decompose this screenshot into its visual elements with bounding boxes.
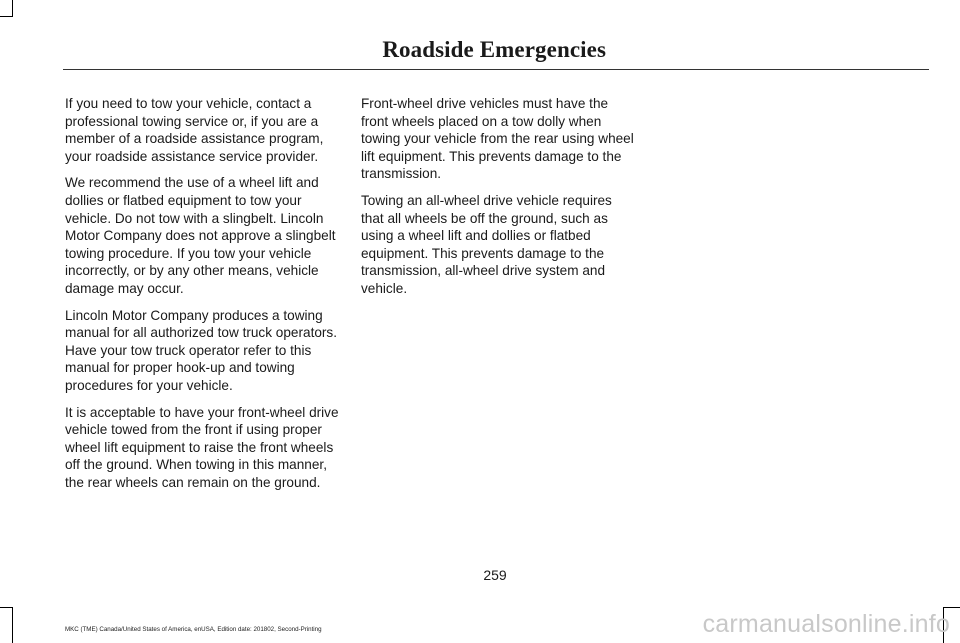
crop-mark-top-left-vertical bbox=[12, 0, 13, 16]
paragraph: It is acceptable to have your front-wheel drive vehicle towed from the front if using proper wheel lift equipment to raise the front wheels off the ground. When towing in this manner, the rear wheels can remain on the ground. bbox=[65, 404, 339, 490]
title-divider bbox=[63, 69, 929, 70]
page-title: Roadside Emergencies bbox=[382, 37, 606, 62]
crop-mark-top-left-horizontal bbox=[0, 16, 13, 17]
edition-footer: MKC (TME) Canada/United States of America, enUSA, Edition date: 201802, Second-Printing bbox=[65, 626, 322, 633]
paragraph: We recommend the use of a wheel lift and dollies or flatbed equipment to tow your vehicle. Do not tow with a slingbelt. Lincoln Motor Company does not approve a slingbelt towing procedure. If you tow your vehicle incorrectly, or by any other means, vehicle damage may occur. bbox=[65, 175, 336, 296]
right-text-column bbox=[361, 95, 637, 307]
left-text-column bbox=[65, 95, 341, 500]
crop-mark-bottom-left-vertical bbox=[12, 607, 13, 643]
paragraph: Lincoln Motor Company produces a towing manual for all authorized tow truck operators. Have your tow truck operator refer to this manual for proper hook-up and towing procedures for your vehicle. bbox=[65, 307, 338, 393]
crop-mark-bottom-right-horizontal bbox=[944, 607, 960, 608]
watermark-link[interactable]: carmanualsonline.info bbox=[702, 610, 950, 638]
page-number: 259 bbox=[483, 567, 507, 583]
paragraph: Front-wheel drive vehicles must have the front wheels placed on a tow dolly when towing your vehicle from the rear using wheel lift equipment. This prevents damage to the transmission. bbox=[361, 96, 634, 182]
paragraph: Towing an all-wheel drive vehicle requires that all wheels be off the ground, such as using a wheel lift and dollies or flatbed equipment. This prevents damage to the transmission, all-wheel drive system and vehicle. bbox=[361, 192, 612, 296]
paragraph: If you need to tow your vehicle, contact a professional towing service or, if you are a member of a roadside assistance program, your roadside assistance service provider. bbox=[65, 96, 324, 164]
